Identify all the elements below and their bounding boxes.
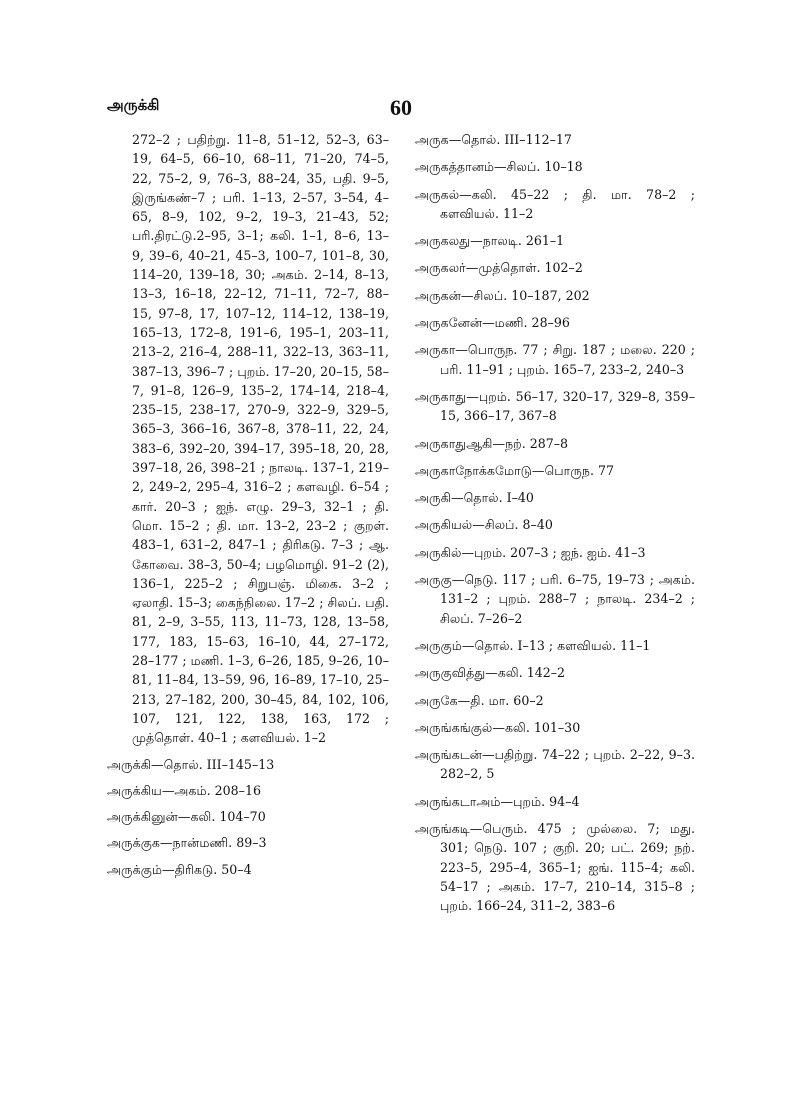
- index-entry: அருகத்தானம்—சிலப். 10–18: [415, 159, 583, 175]
- left-column: [107, 130, 389, 886]
- index-entry: அருகி—தொல். I–40: [415, 490, 534, 506]
- index-entry: அருகாதுஆகி—நற். 287–8: [415, 435, 569, 451]
- index-entry: அருகில்—புறம். 207–3 ; ஐந். ஐம். 41–3: [415, 544, 646, 560]
- index-entry: அருகாது—புறம். 56–17, 320–17, 329–8, 359–15, 366–17, 367–8: [415, 388, 695, 424]
- index-entry: அருகல்—கலி. 45–22 ; தி. மா. 78–2 ; களவியல். 11–2: [415, 186, 695, 221]
- index-entry: அருகலது—நாலடி. 261–1: [415, 233, 565, 249]
- index-entry: அருகே—தி. மா. 60–2: [415, 692, 544, 708]
- index-entry: அருகுவித்து—கலி. 142–2: [415, 665, 566, 681]
- index-entry: அருக்கிய—அகம். 208–16: [107, 782, 261, 798]
- index-entry: அருக்கி—தொல். III–145–13: [107, 756, 275, 772]
- page-number: 60: [390, 95, 412, 120]
- index-entry: அருக—தொல். III–112–17: [415, 132, 572, 147]
- index-entry: அருக்குக—நான்மணி. 89–3: [107, 835, 267, 851]
- index-entry: அருங்கடாஅம்—புறம். 94–4: [415, 793, 580, 809]
- index-entry: அருங்கடன்—பதிற்று. 74–22 ; புறம். 2–22, 9–3. 282–2, 5: [415, 747, 695, 782]
- index-entry: அருகும்—தொல். I–13 ; களவியல். 11–1: [415, 637, 651, 653]
- index-entry-continuation: 272–2 ; பதிற்று. 11–8, 51–12, 52–3, 63–19, 64–5, 66–10, 68–11, 71–20, 74–5, 22, 75–2, 9, 76–3, 88–24, 35, பதி. 9–5, இருங்கண்–7 ; பரி. 1–13, 2–57, 3–54, 4–65, 8–9, 102, 9–2, 19–3, 21–43, 52; பரி.திரட்டு.2–95, 3–1; கலி. 1–1, 8–6, 13–9, 39–6, 40–21, 45–3, 100–7, 101–8, 30, 114–20, 139–18, 30; அகம். 2–14, 8–13, 13–3, 16–18, 22–12, 71–11, 72–7, 88–15, 97–8, 17, 107–12, 114–12, 138–19, 165–13, 172–8, 191–6, 195–1, 203–11, 213–2, 216–4, 288–11, 322–13, 363–11, 387–13, 396–7 ; புறம். 17–20, 20–15, 58–7, 91–8, 126–9, 135–2, 174–14, 218–4, 235–15, 238–17, 270–9, 322–9, 329–5, 365–3, 366–16, 367–8, 378–11, 22, 24, 383–6, 392–20, 394–17, 395–18, 20, 28, 397–18, 26, 398–21 ; நாலடி. 137–1, 219–2, 249–2, 295–4, 316–2 ; களவழி. 6–54 ; கார். 20–3 ; ஐந். எழு. 29–3, 32–1 ; தி. மொ. 15–2 ; தி. மா. 13–2, 23–2 ; குறள். 483–1, 631–2, 847–1 ; திரிகடு. 7–3 ; ஆ. கோவை. 38–3, 50–4; பழமொழி. 91–2 (2), 136–1, 225–2 ; சிறுபஞ். மிகை. 3–2 ; ஏலாதி. 15–3; கைந்நிலை. 17–2 ; சிலப். பதி. 81, 2–9, 3–55, 113, 11–73, 128, 13–58, 177, 183, 15–63, 16–10, 44, 27–172, 28–177 ; மணி. 1–3, 6–26, 185, 9–26, 10–81, 11–84, 13–59, 96, 16–89, 17–10, 25–213, 27–182, 200, 30–45, 84, 102, 106, 107, 121, 122, 138, 163, 172 ; முத்தொள். 40–1 ; களவியல். 1–2: [132, 132, 389, 746]
- index-entry: அருகனேன்—மணி. 28–96: [415, 315, 570, 331]
- index-entry: அருகு—நெடு. 117 ; பரி. 6–75, 19–73 ; அகம். 131–2 ; புறம். 288–7 ; நாலடி. 234–2 ; சிலப். 7–26–2: [415, 572, 695, 626]
- running-head-word: அருக்கி: [107, 96, 160, 114]
- index-entry: அருகாநோக்கமோடு—பொருந. 77: [415, 462, 615, 478]
- index-entry: அருகன்—சிலப். 10–187, 202: [415, 287, 590, 303]
- index-entry: அருக்கும்—திரிகடு. 50–4: [107, 861, 252, 877]
- index-entry: அருகலர்—முத்தொள். 102–2: [415, 260, 583, 276]
- index-entry: அருங்கங்குல்—கலி. 101–30: [415, 719, 581, 735]
- right-column: [415, 130, 695, 924]
- index-entry: அருகியல்—சிலப். 8–40: [415, 517, 553, 533]
- index-entry: அருங்கடி—பெரும். 475 ; முல்லை. 7; மது. 301; நெடு. 107 ; குறி. 20; பட். 269; நற். 223–5, 295–4, 365–1; ஐங். 115–4; கலி. 54–17 ; அகம். 17–7, 210–14, 315–8 ; புறம். 166–24, 311–2, 383–6: [415, 821, 695, 914]
- index-entry: அருகா—பொருந. 77 ; சிறு. 187 ; மலை. 220 ; பரி. 11–91 ; புறம். 165–7, 233–2, 240–3: [415, 342, 695, 377]
- index-entry: அருக்கினுன்—கலி. 104–70: [107, 809, 266, 825]
